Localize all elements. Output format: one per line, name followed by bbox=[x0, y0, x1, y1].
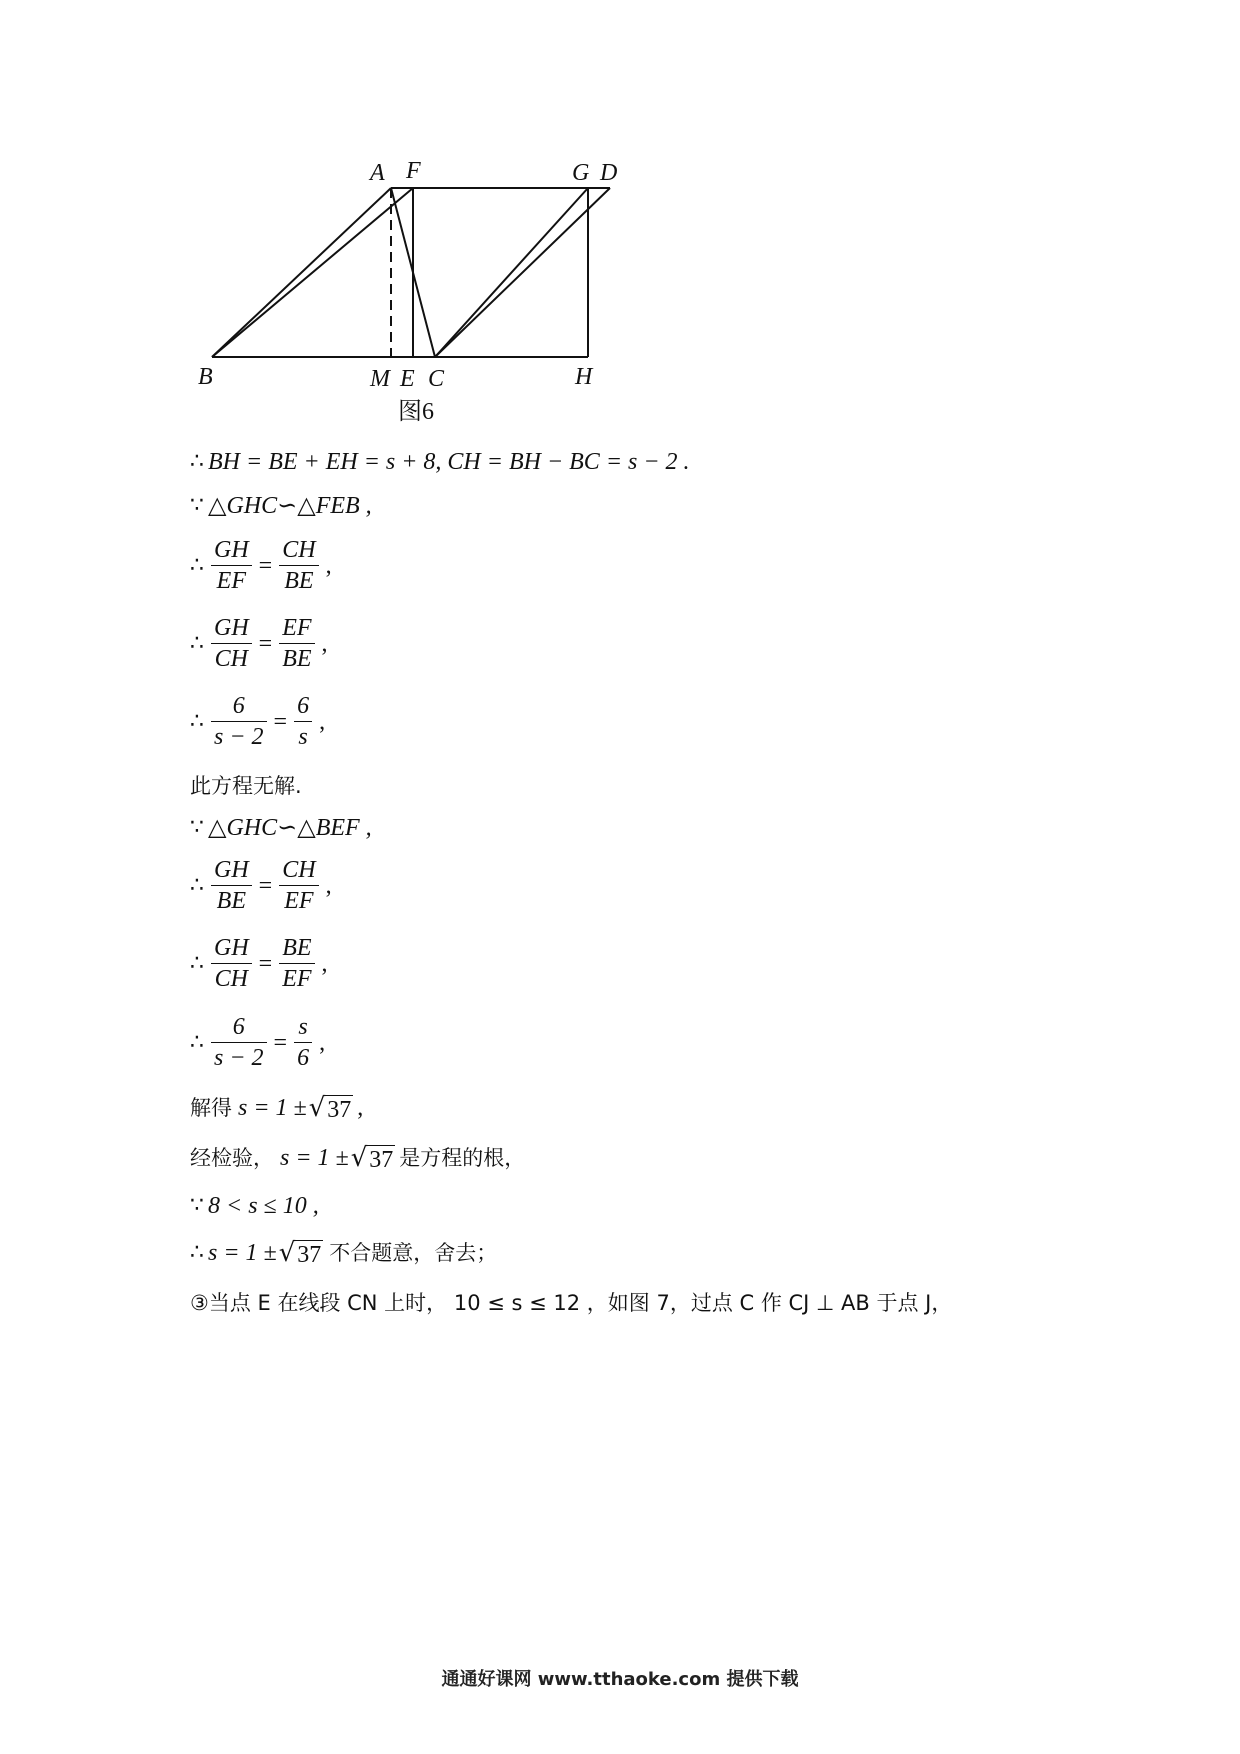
solution-line-5 bbox=[190, 691, 325, 752]
denominator: BE bbox=[284, 568, 314, 594]
numerator: BE bbox=[282, 935, 312, 961]
denominator: EF bbox=[216, 568, 246, 594]
denominator: CH bbox=[214, 966, 248, 992]
solution-line-7 bbox=[190, 812, 372, 844]
denominator: BE bbox=[216, 888, 246, 914]
solution-line-10 bbox=[190, 1012, 325, 1073]
therefore-symbol: ∴ bbox=[190, 708, 204, 734]
solution-line-12 bbox=[190, 1142, 525, 1174]
comma: , bbox=[319, 1029, 326, 1056]
denominator: 6 bbox=[297, 1045, 310, 1071]
radicand: 37 bbox=[297, 1241, 322, 1268]
therefore-symbol: ∴ bbox=[190, 872, 204, 898]
solution-line-15 bbox=[190, 1287, 952, 1319]
equals-sign: = bbox=[258, 872, 273, 899]
solution-line-6 bbox=[190, 770, 302, 802]
segment-CG bbox=[435, 188, 588, 357]
label-G: G bbox=[572, 160, 590, 186]
denominator: s − 2 bbox=[214, 1045, 264, 1071]
numerator: 6 bbox=[232, 1014, 245, 1040]
figure-caption: 图6 bbox=[398, 399, 434, 425]
solution-line-3 bbox=[190, 535, 332, 596]
radical-sign: √ bbox=[350, 1142, 368, 1173]
equals-sign: = bbox=[273, 1029, 288, 1056]
solution-line-4 bbox=[190, 613, 328, 674]
equals-sign: = bbox=[258, 630, 273, 657]
radical-sign: √ bbox=[278, 1237, 296, 1268]
check-prefix: 经检验， bbox=[190, 1146, 274, 1170]
solve-prefix: 解得 bbox=[190, 1096, 232, 1120]
fraction-right bbox=[279, 855, 318, 916]
solution-line-14 bbox=[190, 1237, 497, 1269]
segment-AB bbox=[212, 188, 391, 357]
fraction-left bbox=[211, 691, 267, 752]
denominator: BE bbox=[282, 646, 312, 672]
numerator: EF bbox=[282, 615, 312, 641]
numerator: CH bbox=[282, 537, 316, 563]
inequality-text: 8 < s ≤ 10 , bbox=[208, 1193, 319, 1219]
denominator: s bbox=[298, 724, 308, 750]
fraction-right bbox=[279, 933, 314, 994]
because-symbol: ∵ bbox=[190, 815, 204, 840]
equation-text: s = 1 ± bbox=[238, 1095, 307, 1121]
square-root bbox=[309, 1093, 354, 1124]
comma: , bbox=[321, 950, 328, 977]
label-D: D bbox=[600, 160, 618, 186]
fraction-right bbox=[294, 1012, 312, 1073]
geometry-figure-6 bbox=[180, 150, 660, 430]
therefore-symbol: ∴ bbox=[190, 1029, 204, 1055]
denominator: EF bbox=[284, 888, 314, 914]
square-root bbox=[279, 1238, 324, 1269]
therefore-symbol: ∴ bbox=[190, 552, 204, 578]
fraction-left bbox=[211, 535, 252, 596]
numerator: 6 bbox=[297, 693, 310, 719]
fraction-left bbox=[211, 613, 252, 674]
comma: , bbox=[357, 1095, 364, 1121]
similarity-text: △GHC∽△FEB , bbox=[208, 493, 372, 519]
solution-line-1 bbox=[190, 446, 690, 478]
denominator: s − 2 bbox=[214, 724, 264, 750]
solution-line-9 bbox=[190, 933, 328, 994]
solution-line-8 bbox=[190, 855, 332, 916]
similarity-text: △GHC∽△BEF , bbox=[208, 815, 372, 841]
comma: , bbox=[319, 708, 326, 735]
therefore-symbol: ∴ bbox=[190, 1240, 204, 1265]
numerator: GH bbox=[214, 857, 249, 883]
solution-line-13 bbox=[190, 1190, 319, 1222]
fraction-left bbox=[211, 1012, 267, 1073]
equation-text: s = 1 ± bbox=[208, 1240, 277, 1266]
because-symbol: ∵ bbox=[190, 493, 204, 518]
fraction-right bbox=[294, 691, 312, 752]
comma: , bbox=[325, 552, 332, 579]
numerator: CH bbox=[282, 857, 316, 883]
comma: , bbox=[321, 630, 328, 657]
segment-CD bbox=[435, 188, 610, 357]
equation-text: BH = BE + EH = s + 8, CH = BH − BC = s − 2 . bbox=[208, 449, 690, 475]
label-F: F bbox=[406, 158, 421, 184]
numerator: GH bbox=[214, 537, 249, 563]
equals-sign: = bbox=[273, 708, 288, 735]
because-symbol: ∵ bbox=[190, 1193, 204, 1218]
check-suffix: 是方程的根， bbox=[399, 1146, 526, 1170]
reject-text: 不合题意，舍去； bbox=[329, 1241, 498, 1265]
denominator: EF bbox=[282, 966, 312, 992]
numerator: GH bbox=[214, 935, 249, 961]
comma: , bbox=[325, 872, 332, 899]
fraction-left bbox=[211, 933, 252, 994]
radicand: 37 bbox=[327, 1096, 352, 1123]
numerator: 6 bbox=[232, 693, 245, 719]
therefore-symbol: ∴ bbox=[190, 630, 204, 656]
label-H: H bbox=[575, 364, 593, 390]
solution-line-2 bbox=[190, 490, 372, 522]
segment-BF bbox=[212, 188, 413, 357]
label-A: A bbox=[370, 160, 385, 186]
label-C: C bbox=[428, 366, 445, 392]
page-footer: 通通好课网 www.tthaoke.com 提供下载 bbox=[441, 1669, 799, 1690]
fraction-left bbox=[211, 855, 252, 916]
label-B: B bbox=[198, 364, 213, 390]
radicand: 37 bbox=[369, 1146, 394, 1173]
equals-sign: = bbox=[258, 950, 273, 977]
denominator: CH bbox=[214, 646, 248, 672]
square-root bbox=[351, 1143, 396, 1174]
fraction-right bbox=[279, 535, 318, 596]
fraction-right bbox=[279, 613, 314, 674]
label-E: E bbox=[400, 366, 415, 392]
label-M: M bbox=[370, 366, 390, 392]
radical-sign: √ bbox=[308, 1092, 326, 1123]
numerator: GH bbox=[214, 615, 249, 641]
case-three-text: ③当点 E 在线段 CN 上时， 10 ≤ s ≤ 12 ，如图 7，过点 C 作 CJ ⊥ AB 于点 J， bbox=[190, 1291, 953, 1315]
therefore-symbol: ∴ bbox=[190, 950, 204, 976]
therefore-symbol: ∴ bbox=[190, 449, 204, 474]
equation-text: s = 1 ± bbox=[280, 1145, 349, 1171]
numerator: s bbox=[298, 1014, 308, 1040]
equals-sign: = bbox=[258, 552, 273, 579]
solution-line-11 bbox=[190, 1092, 363, 1124]
no-solution-text: 此方程无解. bbox=[190, 774, 302, 798]
